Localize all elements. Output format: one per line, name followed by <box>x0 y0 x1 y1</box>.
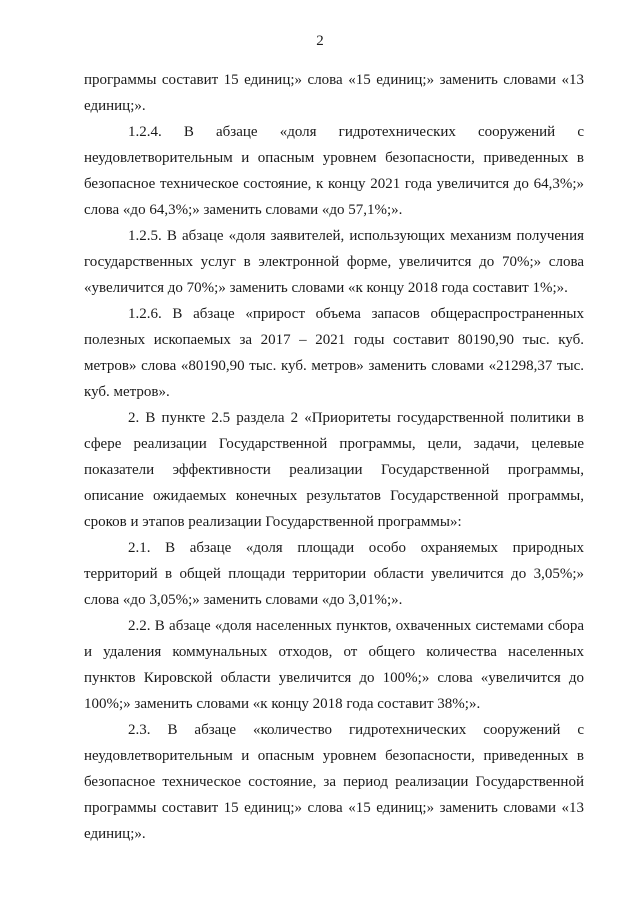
paragraph-2-1: 2.1. В абзаце «доля площади особо охраняемых природных территорий в общей площади территории области увеличится до 3,05%;» слова «до 3,05%;» заменить словами «до 3,01%;». <box>84 540 584 608</box>
paragraph-2: 2. В пункте 2.5 раздела 2 «Приоритеты государственной политики в сфере реализации Государственной программы, цели, задачи, целевые показатели эффективности реализации Государственной программы, описание ожидаемых конечных результатов Государственной программы, сроков и этапов реализации Государственной программы»: <box>84 410 584 530</box>
paragraph-1-2-4: 1.2.4. В абзаце «доля гидротехнических сооружений с неудовлетворительным и опасным уровнем безопасности, приведенных в безопасное техническое состояние, к концу 2021 года увеличится до 64,3%;» слова «до 64,3%;» заменить словами «до 57,1%;». <box>84 124 584 218</box>
paragraph-1-2-5: 1.2.5. В абзаце «доля заявителей, использующих механизм получения государственных услуг в электронной форме, увеличится до 70%;» слова «увеличится до 70%;» заменить словами «к концу 2018 года составит 1%;». <box>84 228 584 296</box>
paragraph-1-2-6: 1.2.6. В абзаце «прирост объема запасов общераспространенных полезных ископаемых за 2017 – 2021 годы составит 80190,90 тыс. куб. метров» слова «80190,90 тыс. куб. метров» заменить словами «21298,37 тыс. куб. метров». <box>84 306 584 400</box>
paragraph-2-2: 2.2. В абзаце «доля населенных пунктов, охваченных системами сбора и удаления коммунальных отходов, от общего количества населенных пунктов Кировской области увеличится до 100%;» слова «увеличится до 100%;» заменить словами «к концу 2018 года составит 38%;». <box>84 618 584 712</box>
page-number: 2 <box>316 33 324 49</box>
paragraph-continuation: программы составит 15 единиц;» слова «15 единиц;» заменить словами «13 единиц;». <box>84 72 584 114</box>
document-body <box>84 67 584 847</box>
paragraph-2-3: 2.3. В абзаце «количество гидротехнических сооружений с неудовлетворительным и опасным уровнем безопасности, приведенных в безопасное техническое состояние, за период реализации Государственной программы составит 15 единиц;» слова «15 единиц;» заменить словами «13 единиц;». <box>84 722 584 842</box>
